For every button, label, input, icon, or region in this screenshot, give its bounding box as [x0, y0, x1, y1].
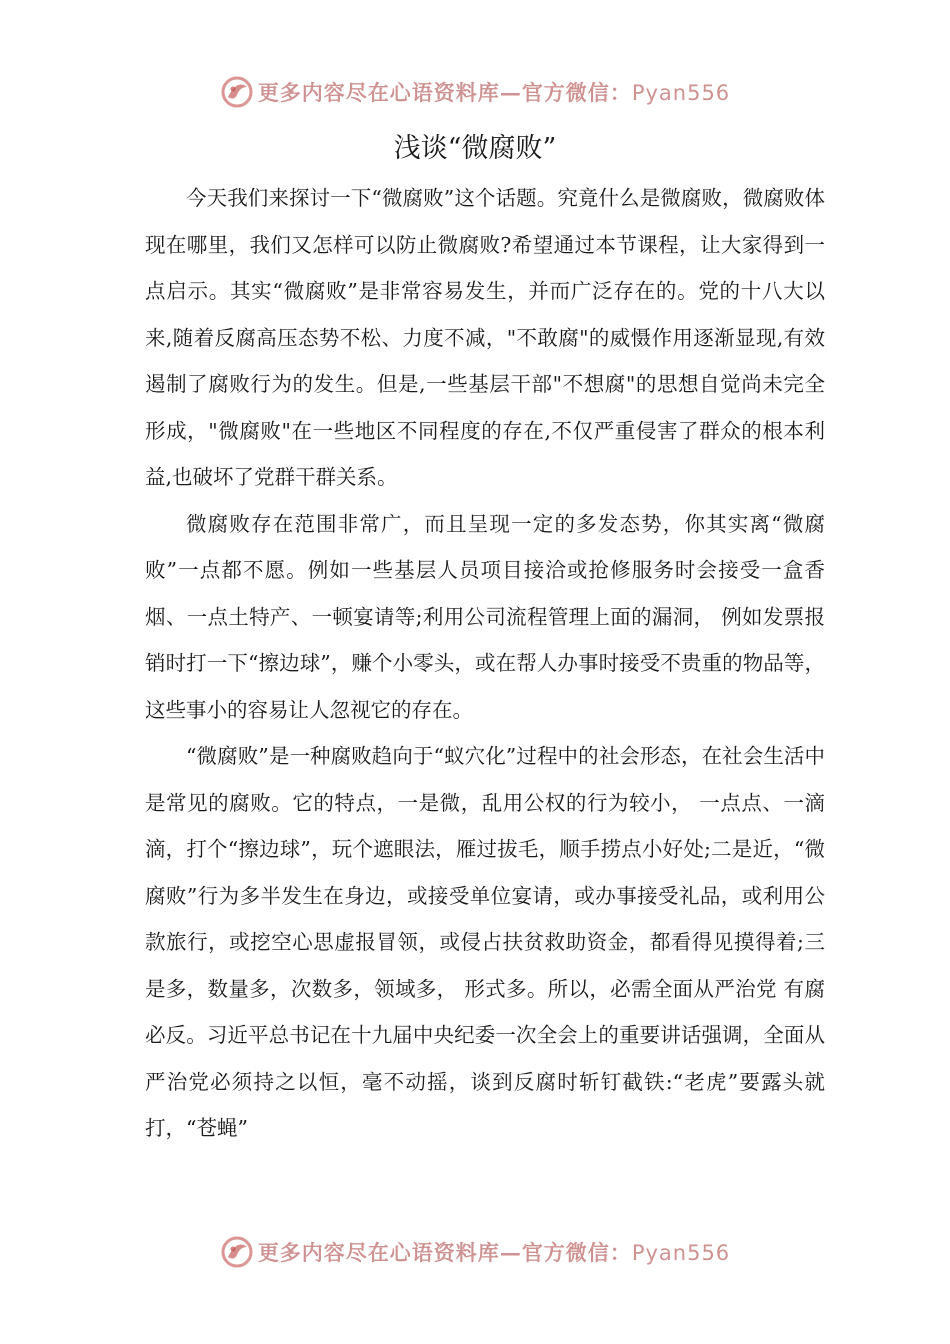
paragraph: 今天我们来探讨一下“微腐败”这个话题。究竟什么是微腐败，微腐败体现在哪里，我们又怎样可以防止微腐败?希望通过本节课程，让大家得到一点启示。其实“微腐败”是非常容易发生，并而广泛存在的。党的十八大以来,随着反腐高压态势不松、力度不减，"不敢腐"的威慑作用逐渐显现,有效遏制了腐败行为的发生。但是,一些基层干部"不想腐"的思想自觉尚未完全形成，"微腐败"在一些地区不同程度的存在,不仅严重侵害了群众的根本利益,也破坏了党群干群关系。: [145, 186, 825, 489]
banner-wechat-id: Pyan556: [631, 1241, 731, 1265]
document-title: 浅谈“微腐败”: [393, 133, 557, 164]
banner-wechat-id: Pyan556: [631, 81, 731, 105]
banner-main: 更多内容尽在心语资料库: [257, 1240, 500, 1265]
banner-main: 更多内容尽在心语资料库: [257, 80, 500, 105]
footer-banner: [0, 1230, 950, 1274]
red-swirl-logo-icon: [220, 75, 254, 109]
paragraph: “微腐败”是一种腐败趋向于“蚁穴化”过程中的社会形态，在社会生活中是常见的腐败。它的特点，一是微，乱用公权的行为较小， 一点点、一滴滴，打个“擦边球”，玩个遮眼法，雁过拔毛，顺手捞点小好处;二是近，“微腐败”行为多半发生在身边，或接受单位宴请，或办事接受礼品，或利用公款旅行，或挖空心思虚报冒领，或侵占扶贫救助资金，都看得见摸得着;三是多，数量多，次数多，领域多， 形式多。所以，必需全面从严治党 有腐必反。习近平总书记在十九届中央纪委一次全会上的重要讲话强调，全面从严治党必须持之以恒，毫不动摇，谈到反腐时斩钉截铁:“老虎”要露头就打，“苍蝇”: [145, 744, 825, 1140]
banner-wechat: 官方微信：: [521, 80, 632, 105]
paragraph: 微腐败存在范围非常广，而且呈现一定的多发态势，你其实离“微腐败”一点都不愿。例如一些基层人员项目接洽或抢修服务时会接受一盒香烟、一点土特产、一顿宴请等;利用公司流程管理上面的漏洞， 例如发票报销时打一下“擦边球”，赚个小零头，或在帮人办事时接受不贵重的物品等，这些事小的容易让人忽视它的存在。: [145, 511, 825, 722]
header-banner: [0, 70, 950, 114]
banner-text: [258, 1237, 730, 1267]
red-swirl-logo-icon: [220, 1235, 254, 1269]
banner-sep: —: [499, 80, 522, 105]
banner-text: [258, 77, 730, 107]
banner-sep: —: [499, 1240, 522, 1265]
document-body: [145, 175, 825, 1152]
banner-wechat: 官方微信：: [521, 1240, 632, 1265]
